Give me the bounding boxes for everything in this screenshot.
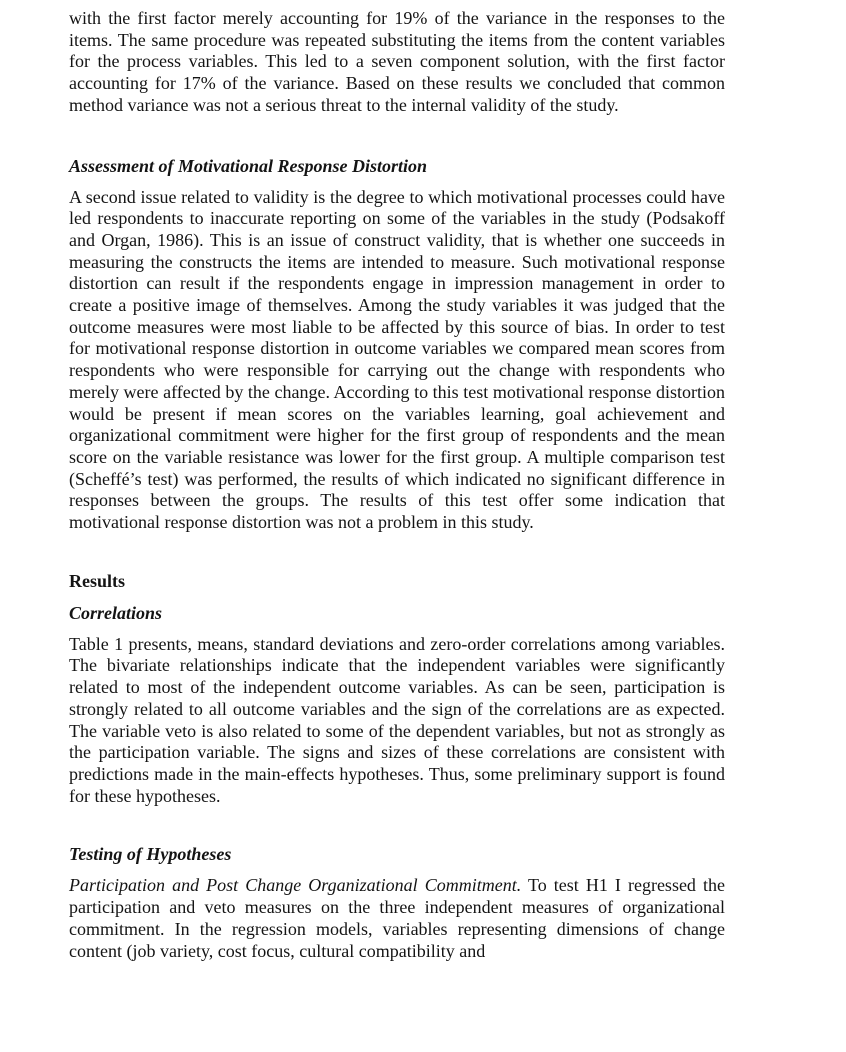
spacer — [69, 624, 725, 634]
spacer — [69, 807, 725, 843]
spacer — [69, 592, 725, 602]
subheading-testing-of-hypotheses: Testing of Hypotheses — [69, 844, 232, 865]
paragraph-motivational-response-distortion: A second issue related to validity is the degree to which motivational processes could have led respondents to inaccurate reporting on some of the variables in the study (Podsakoff and Organ, 1986). This is an issue of construct validity, that is whether one succeeds in measuring the constructs the items are intended to measure. Such motivational response distortion can result if the respondents engage in impression management in order to create a positive image of themselves. Among the study variables it was judged that the outcome measures were most liable to be affected by this source of bias. In order to test for motivational response distortion in outcome variables we compared mean scores from respondents who were responsible for carrying out the change with respondents who merely were affected by the change. According to this test motivational response distortion would be present if mean scores on the variables learning, goal achievement and organizational commitment were higher for the first group of respondents and the mean score on the variable resistance was lower for the first group. A multiple comparison test (Scheffé’s test) was performed, the results of which indicated no significant difference in responses between the groups. The results of this test offer some indication that motivational response distortion was not a problem in this study. — [69, 186, 725, 533]
subheading-correlations: Correlations — [69, 602, 163, 623]
run-in-heading-participation-commitment: Participation and Post Change Organizational Commitment. — [69, 875, 522, 896]
spacer — [69, 117, 725, 155]
spacer — [69, 865, 725, 875]
section-heading-results: Results — [69, 570, 126, 591]
spacer — [69, 534, 725, 570]
paragraph-participation-commitment-text: To test H1 I regressed the participation and veto measures on the three independent measures of organizational commitment. In the regression models, variables representing dimensions of change content (job variety, cost focus, cultural compatibility and — [69, 875, 725, 961]
subheading-motivational-response-distortion: Assessment of Motivational Response Distortion — [69, 155, 428, 176]
paragraph-common-method-variance: with the first factor merely accounting for 19% of the variance in the responses to the items. The same procedure was repeated substituting the items from the content variables for the process variables. This led to a seven component solution, with the first factor accounting for 17% of the variance. Based on these results we concluded that common method variance was not a serious threat to the internal validity of the study. — [69, 8, 725, 115]
paragraph-participation-commitment — [69, 875, 725, 962]
spacer — [69, 177, 725, 187]
paragraph-correlations: Table 1 presents, means, standard deviations and zero-order correlations among variables. The bivariate relationships indicate that the independent variables were significantly related to most of the independent outcome variables. As can be seen, participation is strongly related to all outcome variables and the sign of the correlations are as expected. The variable veto is also related to some of the dependent variables, but not as strongly as the participation variable. The signs and sizes of these correlations are consistent with predictions made in the main-effects hypotheses. Thus, some preliminary support is found for these hypotheses. — [69, 633, 725, 806]
document-page — [69, 6, 725, 962]
